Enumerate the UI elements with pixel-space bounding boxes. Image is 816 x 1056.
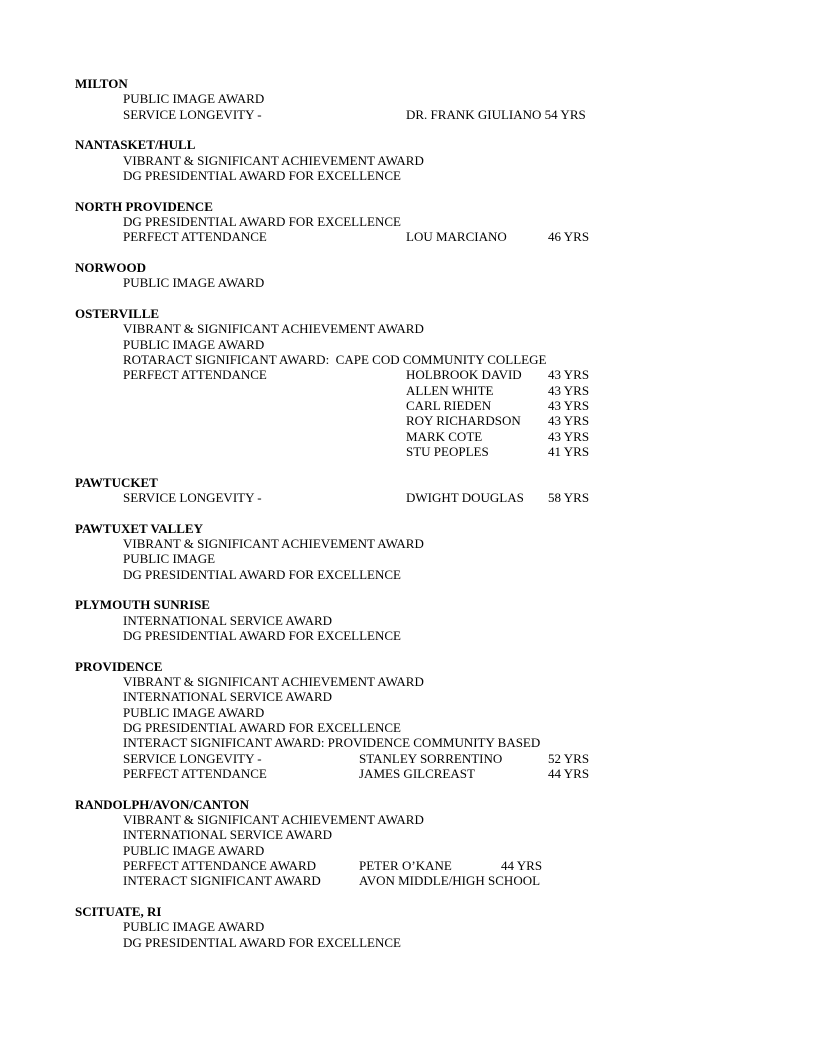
club-heading: PAWTUCKET [75, 475, 158, 490]
award-line: PUBLIC IMAGE AWARD [123, 275, 265, 290]
years-value: 52 YRS [548, 751, 590, 766]
award-line: PUBLIC IMAGE AWARD [123, 843, 265, 858]
award-line: INTERNATIONAL SERVICE AWARD [123, 613, 333, 628]
years-value: 43 YRS [548, 367, 590, 382]
honoree-name: MARK COTE [406, 429, 483, 444]
award-line: PERFECT ATTENDANCE [123, 367, 267, 382]
award-line: VIBRANT & SIGNIFICANT ACHIEVEMENT AWARD [123, 674, 424, 689]
award-line: SERVICE LONGEVITY - [123, 751, 262, 766]
award-line: DG PRESIDENTIAL AWARD FOR EXCELLENCE [123, 168, 401, 183]
award-line: DG PRESIDENTIAL AWARD FOR EXCELLENCE [123, 720, 401, 735]
honoree-name: DWIGHT DOUGLAS [406, 490, 524, 505]
years-value: 43 YRS [548, 429, 590, 444]
honoree-name: STU PEOPLES [406, 444, 489, 459]
club-heading: NANTASKET/HULL [75, 137, 196, 152]
award-line: PUBLIC IMAGE AWARD [123, 91, 265, 106]
award-line: DG PRESIDENTIAL AWARD FOR EXCELLENCE [123, 214, 401, 229]
years-value: 43 YRS [548, 383, 590, 398]
award-line: VIBRANT & SIGNIFICANT ACHIEVEMENT AWARD [123, 321, 424, 336]
club-heading: MILTON [75, 76, 128, 91]
honoree-name: AVON MIDDLE/HIGH SCHOOL [359, 873, 541, 888]
club-heading: NORWOOD [75, 260, 147, 275]
honoree-name: ROY RICHARDSON [406, 413, 521, 428]
award-line: SERVICE LONGEVITY - [123, 490, 262, 505]
award-line: PUBLIC IMAGE [123, 551, 216, 566]
honoree-name: JAMES GILCREAST [359, 766, 475, 781]
years-value: 44 YRS [501, 858, 543, 873]
award-line: VIBRANT & SIGNIFICANT ACHIEVEMENT AWARD [123, 153, 424, 168]
club-heading: OSTERVILLE [75, 306, 160, 321]
award-line: PUBLIC IMAGE AWARD [123, 705, 265, 720]
honoree-name: DR. FRANK GIULIANO 54 YRS [406, 107, 586, 122]
club-heading: PROVIDENCE [75, 659, 163, 674]
honoree-name: LOU MARCIANO [406, 229, 507, 244]
years-value: 46 YRS [548, 229, 590, 244]
club-heading: RANDOLPH/AVON/CANTON [75, 797, 250, 812]
award-line: INTERNATIONAL SERVICE AWARD [123, 827, 333, 842]
honoree-name: STANLEY SORRENTINO [359, 751, 503, 766]
honoree-name: HOLBROOK DAVID [406, 367, 522, 382]
club-heading: PAWTUXET VALLEY [75, 521, 203, 536]
honoree-name: PETER O’KANE [359, 858, 452, 873]
award-line: VIBRANT & SIGNIFICANT ACHIEVEMENT AWARD [123, 536, 424, 551]
club-heading: NORTH PROVIDENCE [75, 199, 213, 214]
club-heading: PLYMOUTH SUNRISE [75, 597, 210, 612]
years-value: 44 YRS [548, 766, 590, 781]
award-line: PUBLIC IMAGE AWARD [123, 337, 265, 352]
award-line: INTERACT SIGNIFICANT AWARD: PROVIDENCE COMMUNITY BASED [123, 735, 541, 750]
award-line: DG PRESIDENTIAL AWARD FOR EXCELLENCE [123, 567, 401, 582]
honoree-name: CARL RIEDEN [406, 398, 492, 413]
years-value: 43 YRS [548, 413, 590, 428]
award-line: ROTARACT SIGNIFICANT AWARD: CAPE COD COMMUNITY COLLEGE [123, 352, 547, 367]
award-line: INTERACT SIGNIFICANT AWARD [123, 873, 321, 888]
award-line: PERFECT ATTENDANCE [123, 766, 267, 781]
award-line: INTERNATIONAL SERVICE AWARD [123, 689, 333, 704]
award-line: VIBRANT & SIGNIFICANT ACHIEVEMENT AWARD [123, 812, 424, 827]
award-line: PERFECT ATTENDANCE [123, 229, 267, 244]
award-line: DG PRESIDENTIAL AWARD FOR EXCELLENCE [123, 628, 401, 643]
award-line: PERFECT ATTENDANCE AWARD [123, 858, 317, 873]
years-value: 41 YRS [548, 444, 590, 459]
years-value: 43 YRS [548, 398, 590, 413]
honoree-name: ALLEN WHITE [406, 383, 494, 398]
award-line: DG PRESIDENTIAL AWARD FOR EXCELLENCE [123, 935, 401, 950]
club-heading: SCITUATE, RI [75, 904, 162, 919]
years-value: 58 YRS [548, 490, 590, 505]
award-line: SERVICE LONGEVITY - [123, 107, 262, 122]
award-line: PUBLIC IMAGE AWARD [123, 919, 265, 934]
